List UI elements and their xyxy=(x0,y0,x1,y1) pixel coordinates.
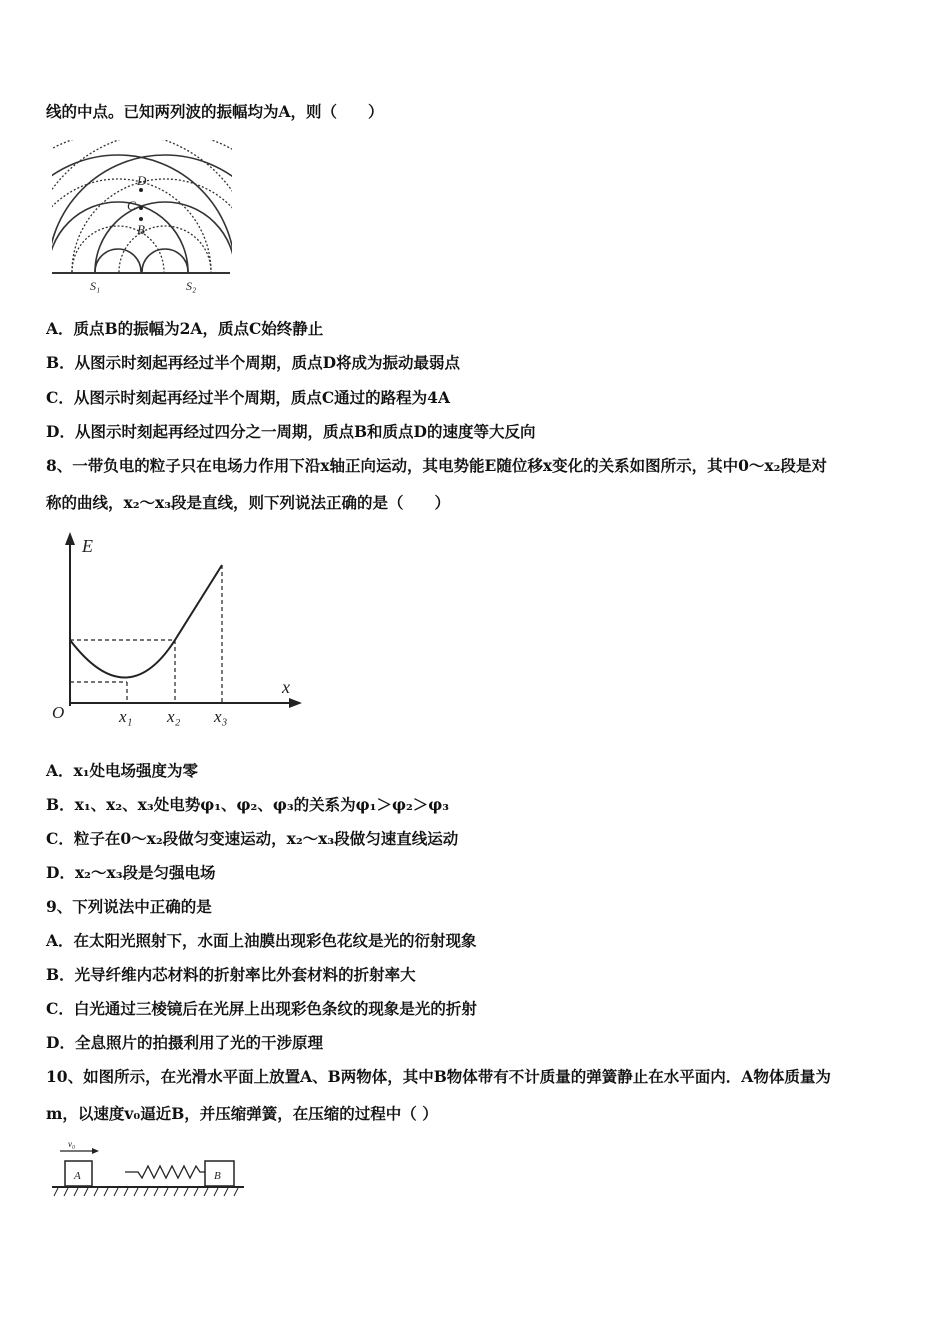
label-s2: S₂ xyxy=(186,279,197,293)
y-axis-arrow xyxy=(65,532,75,545)
q8-option-c: C．粒子在0～x₂段做匀变速运动，x₂～x₃段做匀速直线运动 xyxy=(46,829,459,848)
label-x3: x₃ xyxy=(214,707,228,726)
q9-stem: 9、下列说法中正确的是 xyxy=(46,897,212,916)
label-o: O xyxy=(52,703,65,722)
label-d: D xyxy=(137,173,147,188)
ground-hatching xyxy=(54,1188,238,1196)
q8-stem-line1: 8、一带负电的粒子只在电场力作用下沿x轴正向运动，其电势能E随位移x变化的关系如图所示，其中0～x₂段是对 xyxy=(46,456,827,475)
q9-option-b: B．光导纤维内芯材料的折射率比外套材料的折射率大 xyxy=(46,965,416,984)
q7-option-d: D．从图示时刻起再经过四分之一周期，质点B和质点D的速度等大反向 xyxy=(46,422,536,441)
label-s1: S₁ xyxy=(90,279,101,293)
q8-option-a: A．x₁处电场强度为零 xyxy=(46,761,199,780)
energy-curve xyxy=(70,565,222,678)
label-x1: x₁ xyxy=(119,707,133,726)
x-axis-arrow xyxy=(289,698,302,708)
q9-option-d: D．全息照片的拍摄利用了光的干涉原理 xyxy=(46,1033,323,1052)
label-x: x xyxy=(282,677,290,697)
q7-option-a: A．质点B的振幅为2A，质点C始终静止 xyxy=(46,319,324,338)
label-x2: x₂ xyxy=(167,707,181,726)
q7-stem-tail: 线的中点。已知两列波的振幅均为A，则（ ） xyxy=(46,102,384,121)
q9-option-a: A．在太阳光照射下，水面上油膜出现彩色花纹是光的衍射现象 xyxy=(46,931,477,950)
s1-trough-1 xyxy=(72,226,164,300)
q7-option-c: C．从图示时刻起再经过半个周期，质点C通过的路程为4A xyxy=(46,388,450,407)
wave-interference-figure xyxy=(40,140,240,300)
q7-option-b: B．从图示时刻起再经过半个周期，质点D将成为振动最弱点 xyxy=(46,353,461,372)
point-b xyxy=(139,217,143,221)
point-c xyxy=(139,206,143,210)
label-e: E xyxy=(82,536,93,556)
spring-blocks-figure xyxy=(45,1135,255,1205)
label-a: A xyxy=(74,1170,81,1182)
q8-stem-line2: 称的曲线，x₂～x₃段是直线，则下列说法正确的是（ ） xyxy=(46,493,451,512)
point-d xyxy=(139,188,143,192)
label-v0: v₀ xyxy=(68,1139,76,1149)
q8-option-b: B．x₁、x₂、x₃处电势φ₁、φ₂、φ₃的关系为φ₁＞φ₂＞φ₃ xyxy=(46,795,450,814)
spring xyxy=(125,1166,205,1178)
q8-option-d: D．x₂～x₃段是匀强电场 xyxy=(46,863,216,882)
s2-trough-1 xyxy=(119,226,211,300)
s1-crest-2 xyxy=(48,202,188,300)
label-b: B xyxy=(214,1170,221,1182)
q10-stem-line1: 10、如图所示，在光滑水平面上放置A、B两物体，其中B物体带有不计质量的弹簧静止在水平面内．A物体质量为 xyxy=(46,1067,831,1086)
q9-option-c: C．白光通过三棱镜后在光屏上出现彩色条纹的现象是光的折射 xyxy=(46,999,477,1018)
energy-position-graph xyxy=(45,525,315,730)
q10-stem-line2: m，以速度v₀逼近B，并压缩弹簧，在压缩的过程中（ ） xyxy=(46,1104,438,1123)
label-c: C xyxy=(127,198,136,213)
label-b: B xyxy=(137,222,145,237)
s2-crest-2 xyxy=(95,202,235,300)
